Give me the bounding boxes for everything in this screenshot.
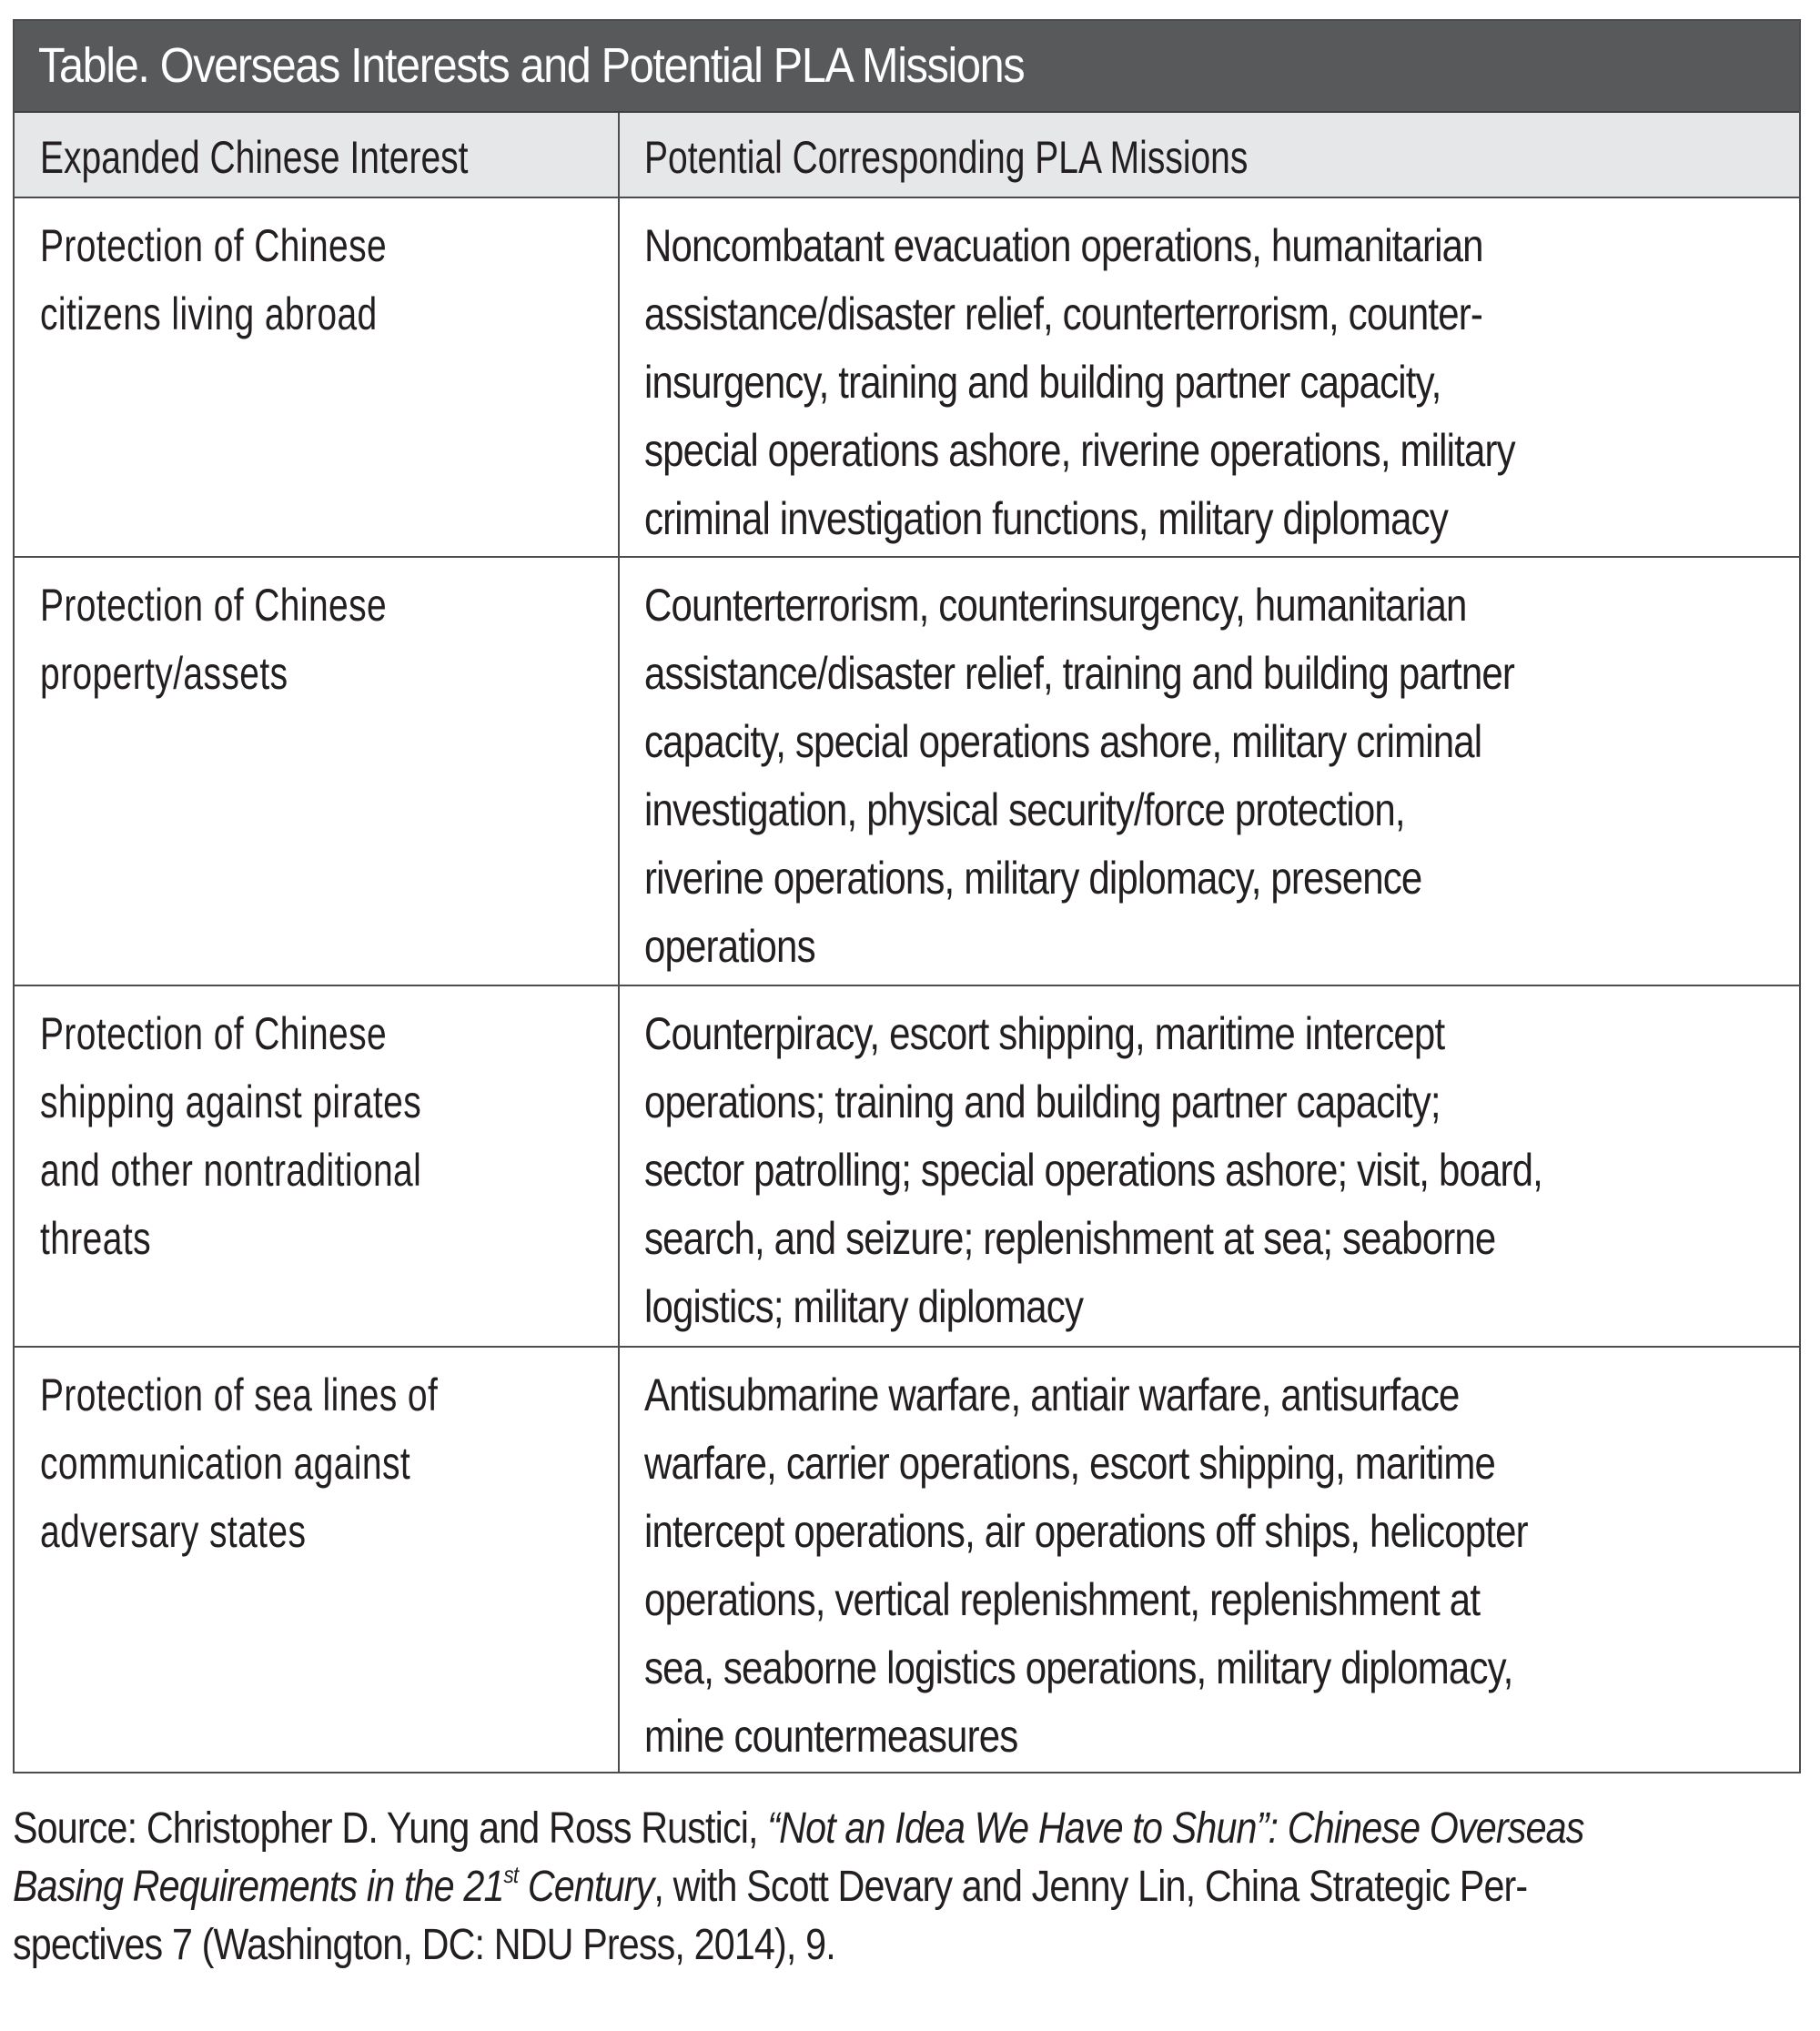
interest-line: threats: [40, 1213, 151, 1264]
missions-line: assistance/disaster relief, training and building partner: [644, 648, 1515, 699]
missions-line: capacity, special operations ashore, military criminal: [644, 716, 1482, 767]
interest-cell: [40, 1368, 604, 1572]
missions-line: intercept operations, air operations off ships, helicopter: [644, 1506, 1528, 1557]
table-row: [15, 198, 1799, 558]
missions-line: criminal investigation functions, military diplomacy: [644, 493, 1449, 544]
interest-line: Protection of Chinese: [40, 580, 388, 631]
column-header-interest: Expanded Chinese Interest: [40, 132, 469, 183]
missions-line: insurgency, training and building partner capacity,: [644, 357, 1441, 408]
table-row: [15, 1348, 1799, 1773]
interest-line: Protection of Chinese: [40, 1008, 388, 1059]
missions-line: operations, vertical replenishment, replenishment at: [644, 1574, 1481, 1625]
table-header-row: [15, 113, 1799, 198]
missions-line: sector patrolling; special operations ashore; visit, board,: [644, 1145, 1542, 1196]
source-line-1: [13, 1802, 1584, 1860]
source-contributors: , with Scott Devary and Jenny Lin, China Strategic Per-: [653, 1863, 1528, 1911]
missions-line: Noncombatant evacuation operations, humanitarian: [644, 220, 1483, 271]
missions-cell: [644, 1006, 1791, 1348]
missions-line: mine countermeasures: [644, 1711, 1018, 1762]
missions-line: operations: [644, 921, 815, 972]
source-superscript: st: [503, 1861, 519, 1888]
missions-cell: [644, 1368, 1791, 1777]
missions-line: warfare, carrier operations, escort shipping, maritime: [644, 1438, 1496, 1489]
interest-cell: [40, 578, 604, 714]
missions-line: logistics; military diplomacy: [644, 1281, 1084, 1332]
interest-line: shipping against pirates: [40, 1076, 422, 1127]
interest-cell: [40, 218, 604, 355]
interest-line: Protection of Chinese: [40, 220, 388, 271]
table-row: [15, 558, 1799, 986]
column-header-missions: Potential Corresponding PLA Missions: [644, 132, 1249, 183]
missions-line: operations; training and building partner capacity;: [644, 1076, 1441, 1127]
table-title: Table. Overseas Interests and Potential PLA Missions: [38, 38, 1025, 93]
interest-line: Protection of sea lines of: [40, 1369, 439, 1420]
interest-line: communication against: [40, 1438, 411, 1489]
missions-cell: [644, 218, 1791, 560]
missions-line: Counterpiracy, escort shipping, maritime intercept: [644, 1008, 1445, 1059]
missions-line: Antisubmarine warfare, antiair warfare, antisurface: [644, 1369, 1460, 1420]
missions-line: investigation, physical security/force protection,: [644, 784, 1405, 835]
source-line-3: spectives 7 (Washington, DC: NDU Press, 2014), 9.: [13, 1921, 835, 1969]
missions-line: riverine operations, military diplomacy, presence: [644, 853, 1422, 904]
missions-line: special operations ashore, riverine operations, military: [644, 425, 1515, 476]
missions-line: search, and seizure; replenishment at sea; seaborne: [644, 1213, 1496, 1264]
source-citation: [13, 1802, 1815, 1976]
interest-line: and other nontraditional: [40, 1145, 422, 1196]
table-title-bar: [15, 21, 1799, 113]
missions-table: [13, 19, 1801, 1773]
interest-line: citizens living abroad: [40, 288, 378, 339]
interest-cell: [40, 1006, 604, 1279]
source-title-part-1: “Not an Idea We Have to Shun”: Chinese Overseas: [767, 1804, 1584, 1853]
missions-line: assistance/disaster relief, counterterrorism, counter-: [644, 288, 1483, 339]
source-title-part-2: Basing Requirements in the 21: [13, 1863, 504, 1911]
missions-line: Counterterrorism, counterinsurgency, humanitarian: [644, 580, 1467, 631]
source-authors: Source: Christopher D. Yung and Ross Rustici,: [13, 1804, 768, 1853]
source-line-2: [13, 1860, 1562, 1918]
interest-line: adversary states: [40, 1506, 307, 1557]
missions-cell: [644, 578, 1791, 987]
missions-line: sea, seaborne logistics operations, military diplomacy,: [644, 1642, 1513, 1693]
source-title-part-3: Century: [518, 1863, 654, 1911]
interest-line: property/assets: [40, 648, 288, 699]
table-row: [15, 986, 1799, 1348]
